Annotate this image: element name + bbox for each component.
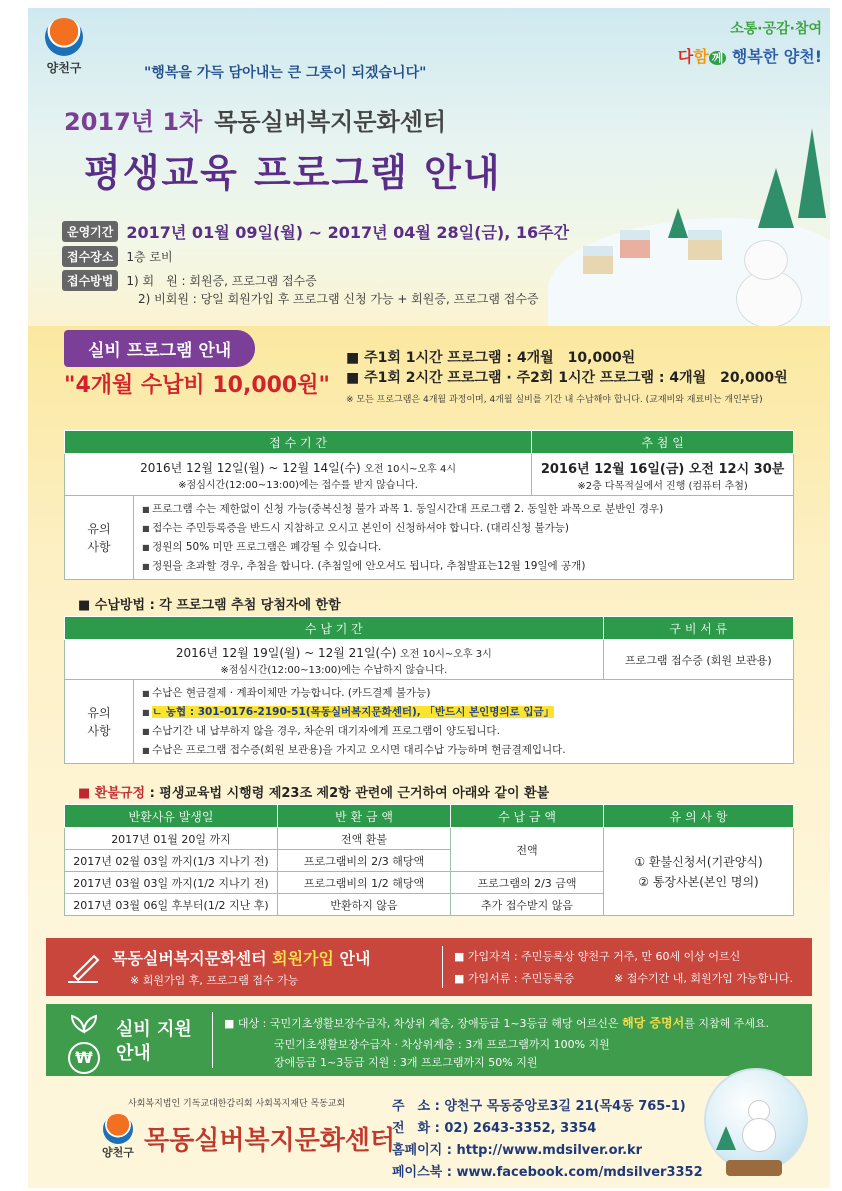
reception-notes-cell	[134, 496, 794, 580]
reception-note: ■ 정원의 50% 미만 프로그램은 폐강될 수 있습니다.	[142, 538, 789, 557]
refund-amount-cell: 프로그램비의 1/2 해당액	[278, 872, 451, 894]
page-title: 평생교육 프로그램 안내	[84, 151, 502, 195]
membership-title-b: 회원가입	[272, 949, 334, 968]
payment-notes-cell	[134, 680, 794, 764]
footer-logo-name: 양천구	[102, 1146, 134, 1159]
contact-info	[392, 1096, 703, 1184]
support-line-3: 장애등급 1~3등급 지원 : 3개 프로그램까지 50% 지원	[274, 1056, 538, 1069]
contact-homepage: 홈페이지 : http://www.mdsilver.or.kr	[392, 1143, 643, 1158]
support-target-a: ■ 대상 : 국민기초생활보장수급자, 차상위 계층, 장애등급 1~3등급 해당 어르신은	[224, 1017, 623, 1030]
contact-address: 주 소 : 양천구 목동중앙로3길 21(목4동 765-1)	[392, 1099, 686, 1114]
brand-line-1: 소통·공감·참여	[730, 21, 822, 37]
payment-note: ■ 수납기간 내 납부하지 않을 경우, 차순위 대기자에게 프로그램이 양도됩니다.	[142, 722, 789, 741]
fee-headline: "4개월 수납비 10,000원"	[64, 373, 330, 398]
reception-period-time: 오전 10시~오후 4시	[364, 463, 457, 475]
footer-logo	[88, 1114, 148, 1160]
refund-notes-cell	[604, 828, 794, 916]
refund-paid-cell: 전액	[451, 828, 604, 872]
poster	[28, 8, 830, 1188]
draw-date-sub: ※2층 다목적실에서 진행 (컴퓨터 추첨)	[577, 480, 748, 492]
payment-period-cell	[65, 640, 604, 680]
refund-paid-cell: 추가 접수받지 않음	[451, 894, 604, 916]
title-term	[64, 102, 446, 137]
place-value: 1층 로비	[126, 250, 173, 264]
payment-period-header: 수 납 기 간	[65, 617, 604, 640]
payment-docs-cell: 프로그램 접수증 (회원 보관용)	[603, 640, 793, 680]
logo-name: 양천구	[46, 61, 82, 75]
support-target	[224, 1014, 769, 1031]
payment-note: ■ 수납은 프로그램 접수증(회원 보관용)을 가지고 오시면 대리수납 가능하며 현금결제입니다.	[142, 741, 789, 760]
payment-note: ■ 수납은 현금결제 · 계좌이체만 가능합니다. (카드결제 불가능)	[142, 684, 789, 703]
payment-period-main: 2016년 12월 19일(월) ~ 12월 21일(수)	[175, 645, 397, 660]
refund-heading-label: ■ 환불규정	[78, 786, 146, 801]
draw-date-main: 2016년 12월 16일(금) 오전 12시 30분	[540, 461, 785, 477]
refund-amount-cell: 전액 환불	[278, 828, 451, 850]
period-tag: 운영기간	[62, 221, 118, 242]
pine-tree-icon	[758, 168, 794, 228]
brand-ke: 께	[709, 51, 727, 65]
reception-notes-label: 유의 사항	[65, 496, 134, 580]
refund-table	[64, 804, 794, 916]
reception-note: ■ 프로그램 수는 제한없이 신청 가능(중복신청 불가 과목 1. 동일시간대 프로그램 2. 동일한 과목으로 분반인 경우)	[142, 500, 789, 519]
support-title-1: 실비 지원	[116, 1019, 192, 1040]
brand-ham: 함	[693, 47, 709, 66]
contact-facebook: 페이스북 : www.facebook.com/mdsilver3352	[392, 1165, 703, 1180]
refund-date-cell: 2017년 02월 03일 까지(1/3 지나기 전)	[65, 850, 278, 872]
refund-date-cell: 2017년 03월 06일 후부터(1/2 지난 후)	[65, 894, 278, 916]
support-title	[116, 1018, 192, 1066]
refund-paid-cell: 프로그램의 2/3 금액	[451, 872, 604, 894]
house-icon	[583, 246, 613, 274]
refund-heading	[78, 782, 549, 801]
reception-period-main: 2016년 12월 12일(월) ~ 12월 14일(수)	[140, 460, 361, 475]
refund-note: ② 통장사본(본인 명의)	[638, 874, 759, 889]
fee-section-pill: 실비 프로그램 안내	[64, 330, 255, 367]
payment-heading: ■ 수납방법 : 각 프로그램 추첨 당첨자에 한함	[78, 598, 341, 613]
method-line-1: 1) 회 원 : 회원증, 프로그램 접수증	[126, 274, 317, 288]
support-title-2: 안내	[116, 1043, 151, 1064]
contact-phone: 전 화 : 02) 2643-3352, 3354	[392, 1121, 597, 1136]
fee-lines	[346, 348, 788, 388]
membership-docs: ■ 가입서류 : 주민등록증	[454, 972, 575, 985]
footer-org-line: 사회복지법인 기독교대한감리회 사회복지재단 목동교회	[128, 1099, 346, 1109]
place-tag: 접수장소	[62, 246, 118, 267]
refund-col-header: 수 납 금 액	[451, 805, 604, 828]
pen-edit-icon	[64, 948, 104, 986]
brand-rest: 행복한 양천!	[726, 47, 822, 66]
reception-notes-list	[138, 500, 789, 576]
yangcheon-sun-icon	[103, 1114, 133, 1144]
draw-date-cell	[532, 454, 794, 496]
yangcheon-sun-icon	[45, 18, 83, 56]
refund-note: ① 환불신청서(기관양식)	[634, 854, 763, 869]
brand-line-2	[678, 44, 822, 67]
reception-period-sub: ※점심시간(12:00~13:00)에는 접수를 받지 않습니다.	[178, 479, 418, 491]
method-row-2	[138, 290, 539, 307]
brand-slogan	[678, 18, 822, 67]
refund-date-cell: 2017년 01월 20일 까지	[65, 828, 278, 850]
reception-period-cell	[65, 454, 532, 496]
membership-sub: ※ 회원가입 후, 프로그램 접수 가능	[130, 974, 299, 987]
divider	[212, 1012, 213, 1068]
refund-amount-cell: 반환하지 않음	[278, 894, 451, 916]
reception-period-header: 접 수 기 간	[65, 431, 532, 454]
fee-note: ※ 모든 프로그램은 4개월 과정이며, 4개월 실비를 기간 내 수납해야 합니다. (교재비와 재료비는 개인부담)	[346, 395, 763, 405]
refund-heading-text: : 평생교육법 시행령 제23조 제2항 관련에 근거하여 아래와 같이 환불	[145, 786, 550, 801]
reception-note: ■ 접수는 주민등록증을 반드시 지참하고 오시고 본인이 신청하셔야 합니다. (대리신청 불가능)	[142, 519, 789, 538]
payment-period-sub: ※점심시간(12:00~13:00)에는 수납하지 않습니다.	[220, 664, 448, 676]
house-icon	[620, 230, 650, 258]
sprout-won-icon: ₩	[64, 1012, 104, 1068]
divider	[442, 946, 443, 988]
reception-table	[64, 430, 794, 580]
brand-da: 다	[677, 47, 694, 66]
slogan: "행복을 가득 담아내는 큰 그릇이 되겠습니다"	[144, 65, 427, 81]
membership-title-a: 목동실버복지문화센터	[112, 949, 273, 968]
membership-title	[112, 946, 370, 969]
footer-org-name: 목동실버복지문화센터	[144, 1126, 396, 1156]
support-box	[46, 1004, 812, 1076]
draw-date-header: 추 첨 일	[532, 431, 794, 454]
payment-table	[64, 616, 794, 764]
method-line-2: 2) 비회원 : 당일 회원가입 후 프로그램 신청 가능 + 회원증, 프로그램 접수증	[138, 292, 539, 306]
method-tag: 접수방법	[62, 270, 118, 291]
center-name: 목동실버복지문화센터	[214, 108, 447, 136]
fee-line-1: ■ 주1회 1시간 프로그램 : 4개월 10,000원	[346, 350, 636, 366]
membership-title-c: 안내	[333, 949, 371, 968]
payment-notes-label: 유의 사항	[65, 680, 134, 764]
year-term: 2017년 1차	[64, 108, 203, 136]
refund-date-cell: 2017년 03월 03일 까지(1/2 지나기 전)	[65, 872, 278, 894]
place-row	[62, 246, 173, 267]
support-line-2: 국민기초생활보장수급자 · 차상위계층 : 3개 프로그램까지 100% 지원	[274, 1038, 610, 1051]
refund-col-header: 반 환 금 액	[278, 805, 451, 828]
fee-line-2: ■ 주1회 2시간 프로그램 · 주2회 1시간 프로그램 : 4개월 20,000원	[346, 370, 788, 386]
support-target-b: 해당 증명서	[622, 1016, 685, 1030]
refund-col-header: 유 의 사 항	[604, 805, 794, 828]
yangcheon-logo	[34, 18, 94, 76]
account-note	[142, 703, 789, 722]
pine-tree-icon	[668, 208, 688, 238]
membership-box	[46, 938, 812, 996]
account-number: ㄴ 농협 : 301-0176-2190-51(목동실버복지문화센터), 「반드시 본인명의로 입금」	[152, 705, 555, 718]
refund-amount-cell: 프로그램비의 2/3 해당액	[278, 850, 451, 872]
pine-tree-icon	[798, 128, 826, 218]
reception-note: ■ 정원을 초과할 경우, 추첨을 합니다. (추첨일에 안오셔도 됩니다, 추첨발표는12월 19일에 공개)	[142, 557, 789, 576]
payment-period-time: 오전 10시~오후 3시	[400, 648, 492, 660]
snowman-head-icon	[744, 240, 788, 280]
method-row	[62, 270, 317, 291]
membership-qualification: ■ 가입자격 : 주민등록상 양천구 거주, 만 60세 이상 어르신	[454, 950, 741, 963]
house-icon	[688, 230, 722, 260]
refund-col-header: 반환사유 발생일	[65, 805, 278, 828]
snow-globe-base	[726, 1160, 782, 1176]
payment-docs-header: 구 비 서 류	[603, 617, 793, 640]
payment-notes-list	[138, 684, 789, 760]
snow-globe-icon	[704, 1068, 808, 1172]
membership-docs-note: ※ 접수기간 내, 회원가입 가능합니다.	[614, 972, 793, 985]
support-target-c: 를 지참해 주세요.	[684, 1017, 770, 1030]
period-value: 2017년 01월 09일(월) ~ 2017년 04월 28일(금), 16주간	[126, 223, 570, 242]
period-row	[62, 220, 569, 243]
